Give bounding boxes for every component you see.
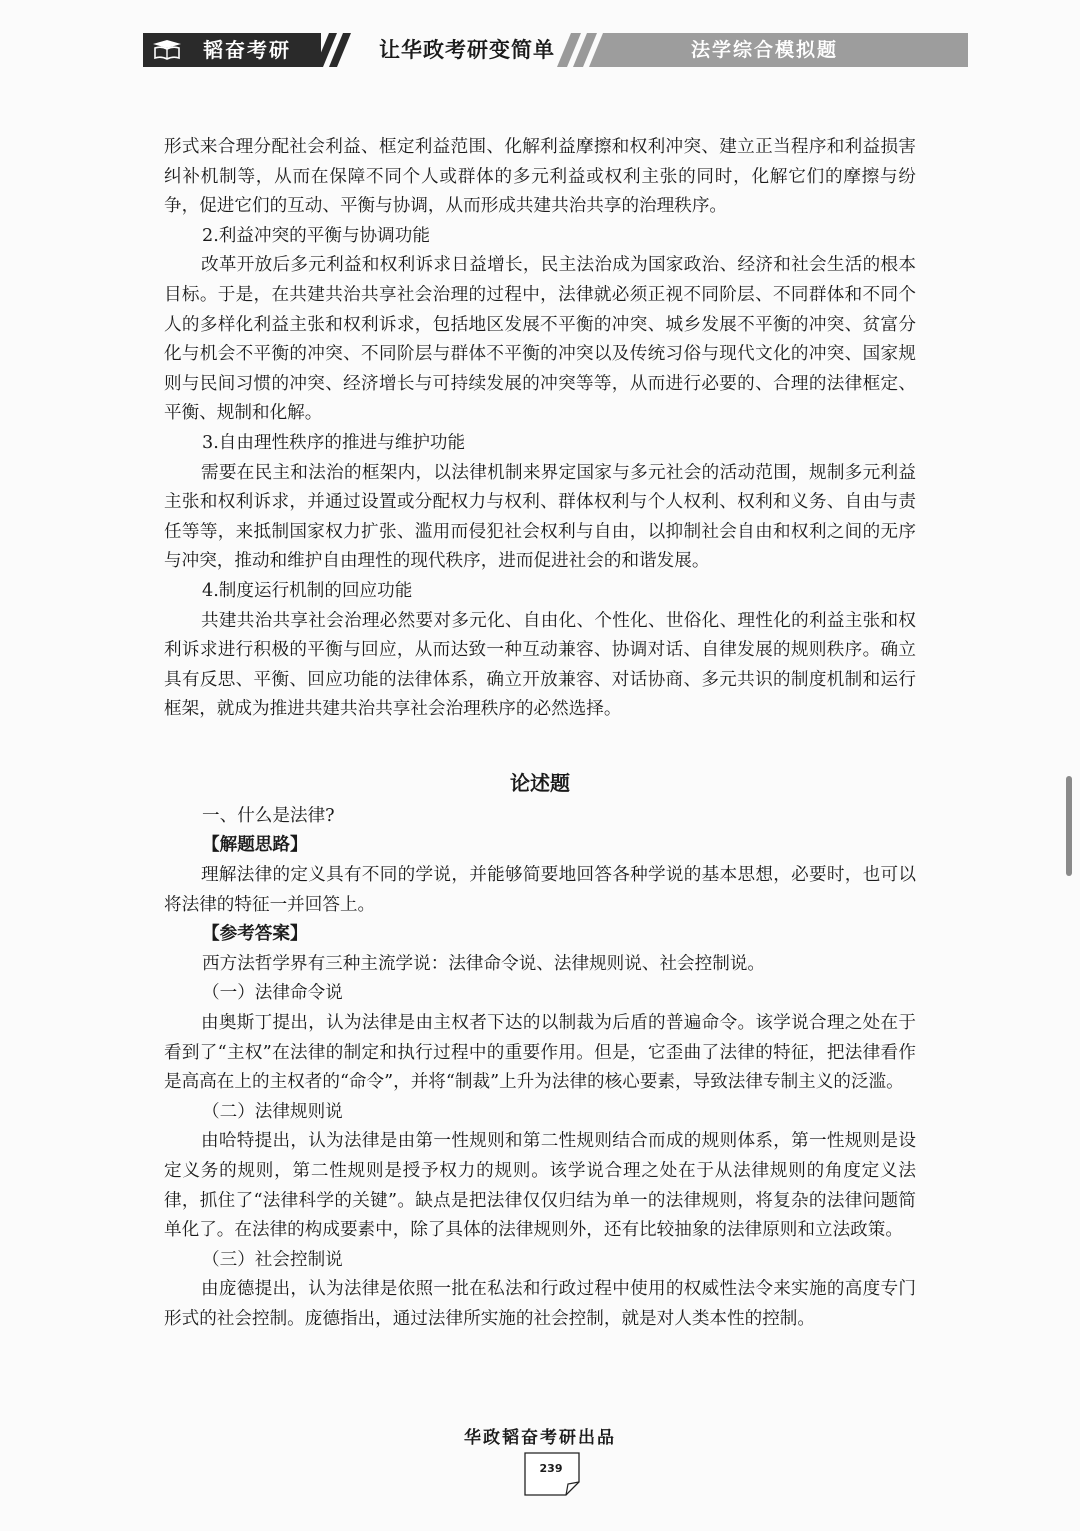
paragraph: 由哈特提出，认为法律是由第一性规则和第二性规则结合而成的规则体系，第一性规则是设定义务的规则，第二性规则是授予权力的规则。该学说合理之处在于从法律规则的角度定义法律，抓住了“法律科学的关键”。缺点是把法律仅仅归结为单一的法律规则，将复杂的法律问题简单化了。在法律的构成要素中，除了具体的法律规则外，还有比较抽象的法律原则和立法政策。 [164,1131,916,1241]
book-logo-icon [151,38,183,62]
bracket-heading: 【解题思路】 [202,835,308,856]
paragraph: 由奥斯丁提出，认为法律是由主权者下达的以制裁为后盾的普遍命令。该学说合理之处在于看到了“主权”在法律的制定和执行过程中的重要作用。但是，它歪曲了法律的特征，把法律看作是高高在上的主权者的“命令”，并将“制裁”上升为法律的核心要素，导致法律专制主义的泛滥。 [164,1013,916,1093]
scrollbar-thumb[interactable] [1066,776,1072,876]
footer-publisher: 华政韬奋考研出品 [464,1428,616,1448]
paragraph: 共建共治共享社会治理必然要对多元化、自由化、个性化、世俗化、理性化的利益主张和权利诉求进行积极的平衡与回应，从而达致一种互动兼容、协调对话、自律发展的规则秩序。确立具有反思、平衡、回应功能的法律体系，确立开放兼容、对话协商、多元共识的制度机制和运行框架，就成为推进共建共治共享社会治理秩序的必然选择。 [164,610,916,720]
page-number: 239 [539,1462,563,1475]
page-header [143,33,968,67]
paragraph: 由庞德提出，认为法律是依照一批在私法和行政过程中使用的权威性法令来实施的高度专门形式的社会控制。庞德指出，通过法律所实施的社会控制，就是对人类本性的控制。 [164,1279,916,1329]
subheading: 4.制度运行机制的回应功能 [202,580,413,601]
subheading: 一、什么是法律? [202,805,335,826]
document-body [164,133,916,1335]
subheading: （三）社会控制说 [202,1249,343,1270]
bracket-heading: 【参考答案】 [202,924,308,945]
paragraph: 改革开放后多元利益和权利诉求日益增长，民主法治成为国家政治、经济和社会生活的根本目标。于是，在共建共治共享社会治理的过程中，法律就必须正视不同阶层、不同群体和不同个人的多样化利益主张和权利诉求，包括地区发展不平衡的冲突、城乡发展不平衡的冲突、贫富分化与机会不平衡的冲突、不同阶层与群体不平衡的冲突以及传统习俗与现代文化的冲突、国家规则与民间习惯的冲突、经济增长与可持续发展的冲突等等，从而进行必要的、合理的法律框定、平衡、规制和化解。 [164,255,916,424]
brand-box [143,33,321,67]
subheading: 西方法哲学界有三种主流学说：法律命令说、法律规则说、社会控制说。 [202,953,766,974]
subheading: 3.自由理性秩序的推进与维护功能 [202,432,466,453]
paragraph: 理解法律的定义具有不同的学说，并能够简要地回答各种学说的基本思想，必要时，也可以将法律的特征一并回答上。 [164,865,916,915]
section-title: 论述题 [510,770,570,795]
subheading: 2.利益冲突的平衡与协调功能 [202,225,430,246]
header-doc-title: 法学综合模拟题 [691,39,839,61]
subheading: （一）法律命令说 [202,983,343,1004]
paragraph: 需要在民主和法治的框架内，以法律机制来界定国家与多元社会的活动范围，规制多元利益主张和权利诉求，并通过设置或分配权力与权利、群体权利与个人权利、权利和义务、自由与责任等等，来抵制国家权力扩张、滥用而侵犯社会权利与自由，以抑制社会自由和权利之间的无序与冲突，推动和维护自由理性的现代秩序，进而促进社会的和谐发展。 [164,462,916,572]
header-slogan: 让华政考研变简单 [379,38,555,62]
brand-name: 韬奋考研 [203,38,291,62]
header-slashes [315,33,375,67]
paragraph: 形式来合理分配社会利益、框定利益范围、化解利益摩擦和权利冲突、建立正当程序和利益损害纠补机制等，从而在保障不同个人或群体的多元利益或权利主张的同时，化解它们的摩擦与纷争，促进它们的互动、平衡与协调，从而形成共建共治共享的治理秩序。 [164,137,916,217]
subheading: （二）法律规则说 [202,1101,343,1122]
